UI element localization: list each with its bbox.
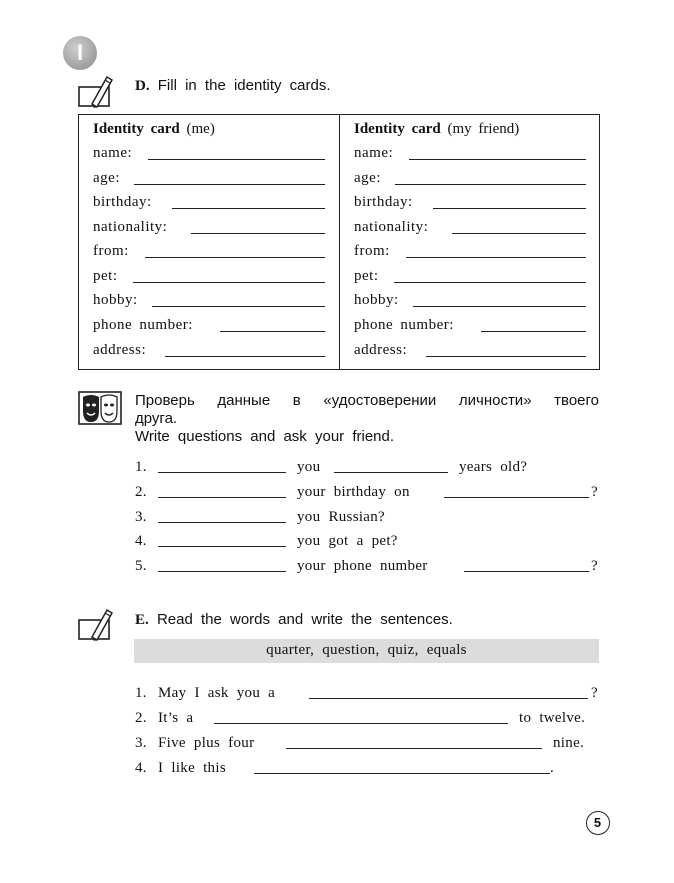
right-phone-line[interactable] xyxy=(481,331,586,332)
right-field-hobby: hobby: xyxy=(354,292,399,308)
unit-badge-label: I xyxy=(76,40,84,65)
question-3-text: you Russian? xyxy=(297,509,386,525)
question-5-text: your phone number xyxy=(297,558,428,574)
left-field-pet: pet: xyxy=(93,268,118,284)
left-birthday-line[interactable] xyxy=(172,208,325,209)
sentence-4-start: I like this xyxy=(158,760,226,776)
left-field-phone: phone number: xyxy=(93,317,193,333)
left-address-line[interactable] xyxy=(165,356,325,357)
right-field-address: address: xyxy=(354,342,408,358)
sentence-3-start: Five plus four xyxy=(158,735,255,751)
sentence-2-end: to twelve. xyxy=(519,710,586,726)
left-age-line[interactable] xyxy=(134,184,325,185)
question-2-end: ? xyxy=(591,484,598,500)
right-pet-line[interactable] xyxy=(394,282,586,283)
pair-instruction-ru-line1: Проверь данные в «удостоверении личности» твоего xyxy=(135,392,599,409)
right-card-title-paren: (my friend) xyxy=(447,121,520,137)
word-box xyxy=(134,639,599,663)
left-field-age: age: xyxy=(93,170,120,186)
sentence-2-number: 2. xyxy=(135,710,147,726)
sentence-4-end: . xyxy=(550,760,555,776)
section-d-instruction: Fill in the identity cards. xyxy=(157,77,331,94)
pair-instruction-en: Write questions and ask your friend. xyxy=(135,428,395,445)
right-field-pet: pet: xyxy=(354,268,379,284)
sentence-4-number: 4. xyxy=(135,760,147,776)
right-from-line[interactable] xyxy=(406,257,586,258)
pair-work-icon xyxy=(78,391,122,425)
left-field-nationality: nationality: xyxy=(93,219,168,235)
right-card-title-bold: Identity card xyxy=(354,121,441,137)
question-2-blank-b[interactable] xyxy=(444,497,589,498)
left-field-birthday: birthday: xyxy=(93,194,152,210)
left-field-address: address: xyxy=(93,342,147,358)
word-box-text: quarter, question, quiz, equals xyxy=(266,642,467,658)
sentence-4-blank[interactable] xyxy=(254,773,550,774)
right-card-title xyxy=(354,121,519,138)
question-2-number: 2. xyxy=(135,484,147,500)
pair-instruction-ru-line2: друга. xyxy=(135,410,178,427)
question-5-blank-b[interactable] xyxy=(464,571,589,572)
right-birthday-line[interactable] xyxy=(433,208,586,209)
question-1-blank-a[interactable] xyxy=(158,472,286,473)
sentence-3-end: nine. xyxy=(553,735,585,751)
left-from-line[interactable] xyxy=(145,257,325,258)
left-field-from: from: xyxy=(93,243,129,259)
section-d-heading xyxy=(135,77,331,95)
left-phone-line[interactable] xyxy=(220,331,325,332)
right-nationality-line[interactable] xyxy=(452,233,586,234)
section-e-letter: E. xyxy=(135,612,149,628)
question-4-text: you got a pet? xyxy=(297,533,398,549)
right-field-age: age: xyxy=(354,170,381,186)
section-e-heading xyxy=(135,611,453,629)
sentence-3-blank[interactable] xyxy=(286,748,542,749)
left-card-title xyxy=(93,121,215,138)
question-2-blank-a[interactable] xyxy=(158,497,286,498)
page-number: 5 xyxy=(593,815,602,830)
right-field-phone: phone number: xyxy=(354,317,454,333)
sentence-1-blank[interactable] xyxy=(309,698,588,699)
pencil-icon xyxy=(78,74,116,108)
left-field-name: name: xyxy=(93,145,133,161)
sentence-1-number: 1. xyxy=(135,685,147,701)
question-4-blank-a[interactable] xyxy=(158,546,286,547)
right-field-nationality: nationality: xyxy=(354,219,429,235)
right-name-line[interactable] xyxy=(409,159,586,160)
right-address-line[interactable] xyxy=(426,356,586,357)
right-age-line[interactable] xyxy=(395,184,586,185)
sentence-1-end: ? xyxy=(591,685,598,701)
left-hobby-line[interactable] xyxy=(152,306,325,307)
table-divider xyxy=(339,115,340,369)
pencil-icon xyxy=(78,607,116,641)
right-field-from: from: xyxy=(354,243,390,259)
left-card-title-paren: (me) xyxy=(186,121,215,137)
left-name-line[interactable] xyxy=(148,159,325,160)
right-hobby-line[interactable] xyxy=(413,306,586,307)
sentence-2-blank[interactable] xyxy=(214,723,508,724)
page-number-circle xyxy=(586,811,610,835)
left-field-hobby: hobby: xyxy=(93,292,138,308)
question-4-number: 4. xyxy=(135,533,147,549)
question-3-blank-a[interactable] xyxy=(158,522,286,523)
sentence-2-start: It’s a xyxy=(158,710,194,726)
section-d-letter: D. xyxy=(135,78,150,94)
left-pet-line[interactable] xyxy=(133,282,325,283)
question-1-end: years old? xyxy=(459,459,528,475)
left-nationality-line[interactable] xyxy=(191,233,325,234)
question-3-number: 3. xyxy=(135,509,147,525)
sentence-1-start: May I ask you a xyxy=(158,685,276,701)
right-field-birthday: birthday: xyxy=(354,194,413,210)
left-card-title-bold: Identity card xyxy=(93,121,180,137)
question-1-text: you xyxy=(297,459,321,475)
question-5-number: 5. xyxy=(135,558,147,574)
section-e-instruction: Read the words and write the sentences. xyxy=(156,611,453,628)
question-1-blank-b[interactable] xyxy=(334,472,448,473)
question-5-end: ? xyxy=(591,558,598,574)
sentence-3-number: 3. xyxy=(135,735,147,751)
unit-badge xyxy=(63,36,97,70)
right-field-name: name: xyxy=(354,145,394,161)
question-5-blank-a[interactable] xyxy=(158,571,286,572)
question-1-number: 1. xyxy=(135,459,147,475)
question-2-text: your birthday on xyxy=(297,484,410,500)
